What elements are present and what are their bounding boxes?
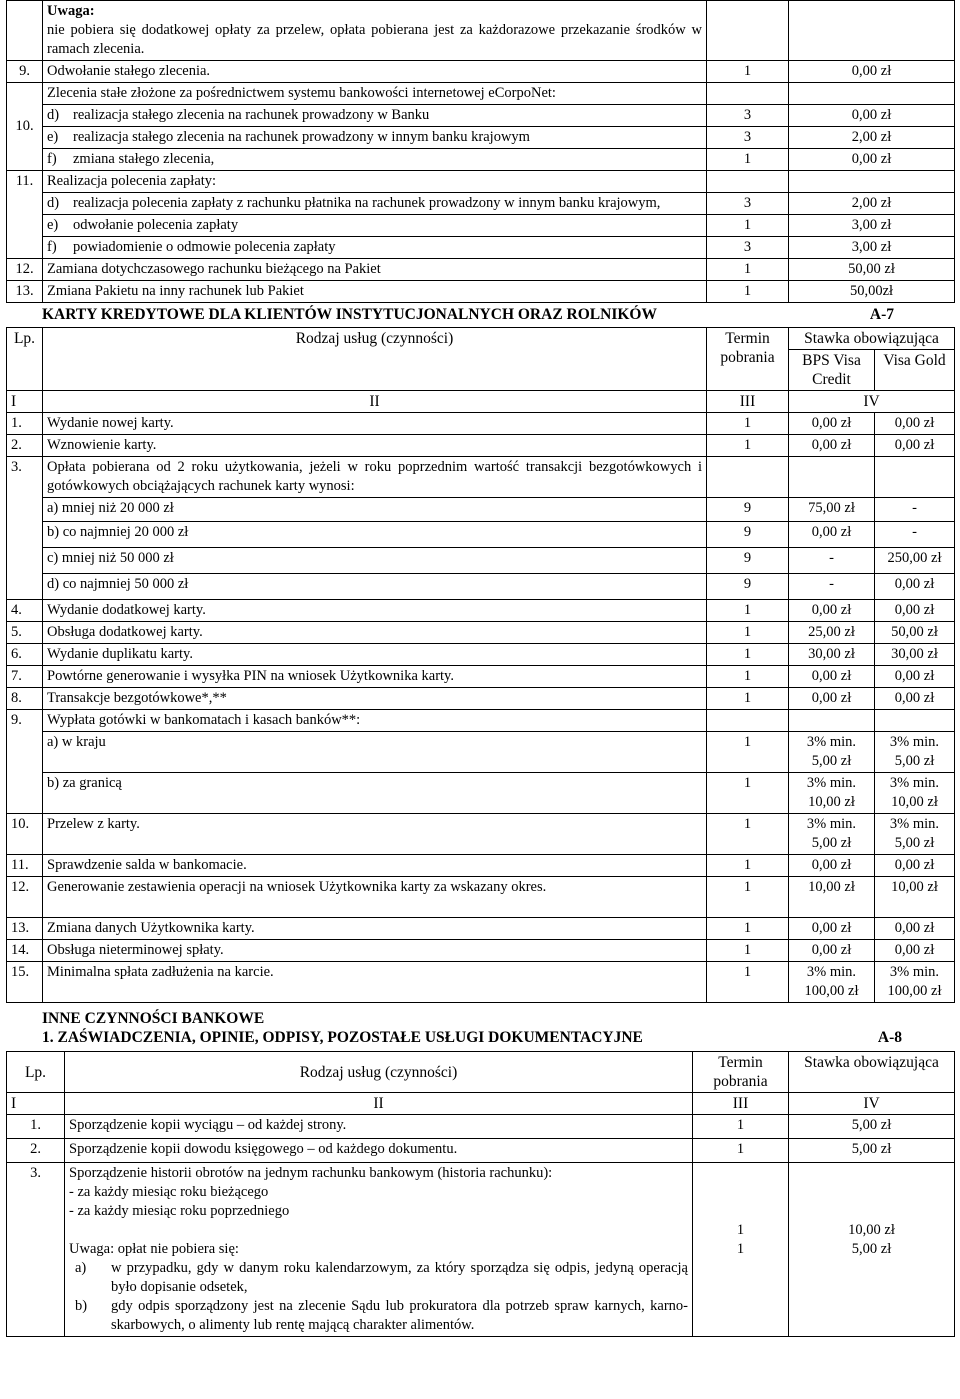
table-row: c) mniej niż 50 000 zł 9 - 250,00 zł (7, 548, 955, 574)
table-row: 15. Minimalna spłata zadłużenia na karcie. 1 3% min. 100,00 zł 3% min. 100,00 zł (7, 962, 955, 1003)
table-header-row: Lp. Rodzaj usług (czynności) Termin pobrania Stawka obowiązująca (7, 328, 955, 350)
table-header-row: Lp. Rodzaj usług (czynności) Termin pobrania Stawka obowiązująca (7, 1052, 955, 1093)
table-row: d) realizacja stałego zlecenia na rachunek prowadzony w Banku 3 0,00 zł (7, 105, 955, 127)
table-row: 1. Sporządzenie kopii wyciągu – od każdej strony. 1 5,00 zł (7, 1115, 955, 1139)
table-row: b) za granicą 1 3% min. 10,00 zł 3% min. 10,00 zł (7, 773, 955, 814)
table-row: 13. Zmiana Pakietu na inny rachunek lub Pakiet 1 50,00zł (7, 281, 955, 303)
table-row: a) mniej niż 20 000 zł 9 75,00 zł - (7, 498, 955, 522)
table-row: 13. Zmiana danych Użytkownika karty. 1 0,00 zł 0,00 zł (7, 918, 955, 940)
table-row: d) realizacja polecenia zapłaty z rachunku płatnika na rachunek prowadzony w innym banku krajowym, 3 2,00 zł (7, 193, 955, 215)
table-header-row: BPS Visa Credit Visa Gold (7, 350, 955, 391)
table-row (7, 1, 955, 61)
table-row: 1. Wydanie nowej karty. 1 0,00 zł 0,00 zł (7, 413, 955, 435)
table-roman-row: I II III IV (7, 1093, 955, 1115)
fees-table-documents (6, 1051, 955, 1337)
table-row: 9. Wypłata gotówki w bankomatach i kasach banków**: (7, 710, 955, 732)
fees-table-accounts (6, 0, 955, 303)
table-row: 4. Wydanie dodatkowej karty. 1 0,00 zł 0,00 zł (7, 600, 955, 622)
section-subtitle: 1. ZAŚWIADCZENIA, OPINIE, ODPISY, POZOSTAŁE USŁUGI DOKUMENTACYJNE (42, 1029, 643, 1046)
table-row: 10. Zlecenia stałe złożone za pośrednictwem systemu bankowości internetowej eCorpoNet: (7, 83, 955, 105)
note-title: Uwaga: (47, 3, 95, 19)
table-row: 3. Sporządzenie historii obrotów na jednym rachunku bankowym (historia rachunku): - za każdy miesiąc roku bieżącego - za każdy miesiąc roku poprzedniego Uwaga: opłat nie pobiera się: a) w przypadku, gdy w danym roku kalendarzowym, za który sporządza się odpis, jedyną operacją było dopisanie odsetek, b) gdy odpis sporządzony jest na zlecenie Sądu lub prokuratora dla potrzeb spraw karnych, karno-skarbowych, o alimenty lub rentę mającą charakter alimentów. 1 1 10,00 zł 5,00 zł (7, 1163, 955, 1337)
table-row: 12. Zamiana dotychczasowego rachunku bieżącego na Pakiet 1 50,00 zł (7, 259, 955, 281)
table-row: e) realizacja stałego zlecenia na rachunek prowadzony w innym banku krajowym 3 2,00 zł (7, 127, 955, 149)
document-page (6, 0, 954, 1337)
table-row: 9. Odwołanie stałego zlecenia. 1 0,00 zł (7, 61, 955, 83)
note-text: nie pobiera się dodatkowej opłaty za przelew, opłata pobierana jest za każdorazowe przekazanie środków w ramach zlecenia. (47, 22, 702, 57)
table-row: 6. Wydanie duplikatu karty. 1 30,00 zł 30,00 zł (7, 644, 955, 666)
table-row: 2. Sporządzenie kopii dowodu księgowego – od każdego dokumentu. 1 5,00 zł (7, 1139, 955, 1163)
section-header-other-services (6, 1009, 954, 1047)
section-code: A-7 (869, 306, 894, 323)
section-header-credit-cards (6, 303, 954, 327)
table-roman-row: I II III IV (7, 391, 955, 413)
table-row: a) w kraju 1 3% min. 5,00 zł 3% min. 5,00 zł (7, 732, 955, 773)
table-row: 2. Wznowienie karty. 1 0,00 zł 0,00 zł (7, 435, 955, 457)
table-row: f) powiadomienie o odmowie polecenia zapłaty 3 3,00 zł (7, 237, 955, 259)
table-row: 3. Opłata pobierana od 2 roku użytkowania, jeżeli w roku poprzednim wartość transakcji bezgotówkowych i gotówkowych obciążających rachunek karty wynosi: (7, 457, 955, 498)
table-row: f) zmiana stałego zlecenia, 1 0,00 zł (7, 149, 955, 171)
table-row: b) co najmniej 20 000 zł 9 0,00 zł - (7, 522, 955, 548)
table-row: 11. Realizacja polecenia zapłaty: (7, 171, 955, 193)
table-row: 14. Obsługa nieterminowej spłaty. 1 0,00 zł 0,00 zł (7, 940, 955, 962)
table-row: e) odwołanie polecenia zapłaty 1 3,00 zł (7, 215, 955, 237)
table-row: 10. Przelew z karty. 1 3% min. 5,00 zł 3% min. 5,00 zł (7, 814, 955, 855)
table-row: 5. Obsługa dodatkowej karty. 1 25,00 zł 50,00 zł (7, 622, 955, 644)
section-title: INNE CZYNNOŚCI BANKOWE (42, 1010, 265, 1027)
fees-table-credit-cards (6, 327, 955, 1003)
table-row: d) co najmniej 50 000 zł 9 - 0,00 zł (7, 574, 955, 600)
table-row: 7. Powtórne generowanie i wysyłka PIN na wniosek Użytkownika karty. 1 0,00 zł 0,00 zł (7, 666, 955, 688)
section-title: KARTY KREDYTOWE DLA KLIENTÓW INSTYTUCJONALNYCH ORAZ ROLNIKÓW (42, 306, 657, 323)
table-row: 11. Sprawdzenie salda w bankomacie. 1 0,00 zł 0,00 zł (7, 855, 955, 877)
section-code: A-8 (877, 1029, 902, 1046)
table-row: 8. Transakcje bezgotówkowe*,** 1 0,00 zł 0,00 zł (7, 688, 955, 710)
table-row: 12. Generowanie zestawienia operacji na wniosek Użytkownika karty za wskazany okres. 1 10,00 zł 10,00 zł (7, 877, 955, 918)
